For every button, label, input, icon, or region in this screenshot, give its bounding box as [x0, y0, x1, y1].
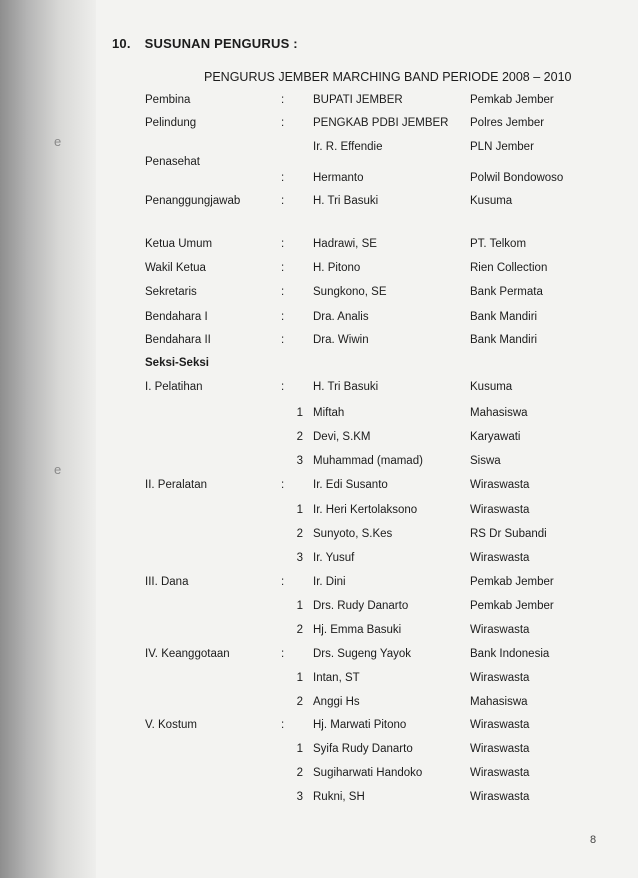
member-organization: Rien Collection [470, 262, 548, 274]
member-name: Intan, ST [313, 672, 360, 684]
row-number: 1 [296, 743, 303, 755]
margin-mark: e [54, 462, 62, 477]
row-colon: : [281, 195, 285, 207]
member-name: Drs. Rudy Danarto [313, 600, 409, 612]
member-organization: Pemkab Jember [470, 600, 554, 612]
member-name: H. Pitono [313, 262, 361, 274]
member-organization: Wiraswasta [470, 767, 530, 779]
member-organization: Bank Mandiri [470, 334, 538, 346]
table-row [0, 286, 638, 304]
member-name: Dra. Analis [313, 311, 369, 323]
table-row [0, 648, 638, 666]
row-number: 2 [296, 767, 303, 779]
member-name: PENGKAB PDBI JEMBER [313, 117, 449, 129]
row-label: Pembina [145, 94, 191, 106]
member-organization: Karyawati [470, 431, 521, 443]
table-row [0, 528, 638, 546]
table-row [0, 576, 638, 594]
table-row [0, 719, 638, 737]
member-organization: Polres Jember [470, 117, 545, 129]
row-label: III. Dana [145, 576, 189, 588]
member-organization: Mahasiswa [470, 696, 528, 708]
member-organization: Wiraswasta [470, 479, 530, 491]
member-name: H. Tri Basuki [313, 195, 379, 207]
member-name: Anggi Hs [313, 696, 360, 708]
member-organization: Bank Permata [470, 286, 543, 298]
row-label: Wakil Ketua [145, 262, 206, 274]
table-row [0, 791, 638, 809]
row-colon: : [281, 286, 285, 298]
row-label: Penanggungjawab [145, 195, 241, 207]
member-organization: Wiraswasta [470, 672, 530, 684]
member-organization: Wiraswasta [470, 552, 530, 564]
member-name: Sunyoto, S.Kes [313, 528, 393, 540]
row-colon: : [281, 381, 285, 393]
table-row [0, 381, 638, 399]
row-colon: : [281, 334, 285, 346]
member-name: H. Tri Basuki [313, 381, 379, 393]
row-colon: : [281, 719, 285, 731]
member-name: Hermanto [313, 172, 364, 184]
row-number: 2 [296, 696, 303, 708]
member-organization: Polwil Bondowoso [470, 172, 564, 184]
row-label: Bendahara II [145, 334, 211, 346]
table-row [0, 262, 638, 280]
row-label: I. Pelatihan [145, 381, 203, 393]
member-name: Ir. R. Effendie [313, 141, 383, 153]
member-name: Hj. Emma Basuki [313, 624, 402, 636]
member-name: Ir. Yusuf [313, 552, 355, 564]
member-name: Muhammad (mamad) [313, 455, 423, 467]
table-row [0, 696, 638, 714]
member-name: Syifa Rudy Danarto [313, 743, 413, 755]
member-name: BUPATI JEMBER [313, 94, 403, 106]
section-title: SUSUNAN PENGURUS : [144, 36, 298, 51]
page-number: 8 [590, 834, 597, 846]
member-organization: PLN Jember [470, 141, 534, 153]
member-organization: Wiraswasta [470, 791, 530, 803]
row-label: Ketua Umum [145, 238, 213, 250]
member-organization: PT. Telkom [470, 238, 527, 250]
row-label: V. Kostum [145, 719, 197, 731]
table-row [0, 117, 638, 135]
table-row [0, 743, 638, 761]
row-label: II. Peralatan [145, 479, 208, 491]
row-number: 1 [296, 600, 303, 612]
row-label: Sekretaris [145, 286, 197, 298]
section-number: 10. [112, 36, 131, 51]
row-number: 2 [296, 528, 303, 540]
table-row [0, 94, 638, 112]
row-label: Bendahara I [145, 311, 208, 323]
section-heading [112, 36, 298, 51]
member-organization: Bank Mandiri [470, 311, 538, 323]
table-row [0, 455, 638, 473]
member-organization: Kusuma [470, 195, 513, 207]
member-name: Sugiharwati Handoko [313, 767, 423, 779]
table-row [0, 238, 638, 256]
row-number: 1 [296, 504, 303, 516]
row-colon: : [281, 172, 285, 184]
row-colon: : [281, 648, 285, 660]
member-organization: Wiraswasta [470, 504, 530, 516]
table-title: PENGURUS JEMBER MARCHING BAND PERIODE 2008 – 2010 [204, 70, 572, 84]
member-name: Hadrawi, SE [313, 238, 377, 250]
table-row [0, 600, 638, 618]
table-row [0, 311, 638, 329]
row-colon: : [281, 576, 285, 588]
member-name: Ir. Dini [313, 576, 346, 588]
table-row [0, 357, 638, 375]
table-row [0, 431, 638, 449]
row-number: 1 [296, 672, 303, 684]
row-colon: : [281, 117, 285, 129]
member-name: Ir. Heri Kertolaksono [313, 504, 418, 516]
member-name: Devi, S.KM [313, 431, 371, 443]
margin-mark: e [54, 134, 62, 149]
row-colon: : [281, 94, 285, 106]
table-row [0, 624, 638, 642]
row-number: 3 [296, 552, 303, 564]
member-organization: Pemkab Jember [470, 576, 554, 588]
row-number: 2 [296, 431, 303, 443]
row-colon: : [281, 311, 285, 323]
table-row [0, 504, 638, 522]
row-number: 3 [296, 791, 303, 803]
member-organization: Siswa [470, 455, 501, 467]
row-label: Penasehat [145, 156, 200, 168]
table-row [0, 479, 638, 497]
table-row [0, 195, 638, 213]
row-label: Seksi-Seksi [145, 357, 209, 369]
member-organization: Kusuma [470, 381, 513, 393]
member-organization: Wiraswasta [470, 743, 530, 755]
member-organization: Wiraswasta [470, 719, 530, 731]
member-name: Sungkono, SE [313, 286, 387, 298]
member-name: Dra. Wiwin [313, 334, 369, 346]
row-number: 3 [296, 455, 303, 467]
row-colon: : [281, 262, 285, 274]
table-row [0, 552, 638, 570]
member-name: Drs. Sugeng Yayok [313, 648, 412, 660]
member-name: Miftah [313, 407, 345, 419]
row-label: Pelindung [145, 117, 197, 129]
table-row [0, 672, 638, 690]
table-row [0, 767, 638, 785]
row-label: IV. Keanggotaan [145, 648, 230, 660]
member-organization: Mahasiswa [470, 407, 528, 419]
member-name: Hj. Marwati Pitono [313, 719, 407, 731]
row-number: 1 [296, 407, 303, 419]
member-organization: RS Dr Subandi [470, 528, 547, 540]
table-row [0, 334, 638, 352]
row-colon: : [281, 238, 285, 250]
row-number: 2 [296, 624, 303, 636]
member-name: Rukni, SH [313, 791, 365, 803]
member-organization: Bank Indonesia [470, 648, 550, 660]
row-colon: : [281, 479, 285, 491]
table-row [0, 172, 638, 190]
member-organization: Wiraswasta [470, 624, 530, 636]
table-row [0, 407, 638, 425]
member-name: Ir. Edi Susanto [313, 479, 388, 491]
member-organization: Pemkab Jember [470, 94, 554, 106]
